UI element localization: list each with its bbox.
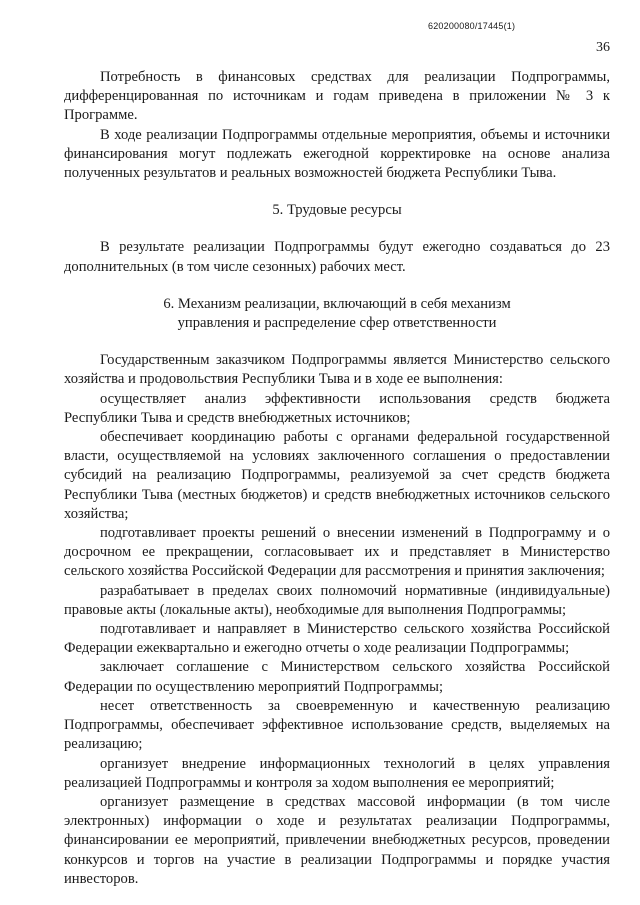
list-item: обеспечивает координацию работы с органами федеральной государственной власти, осуществляемой на условиях заключенного соглашения о предоставлении субсидий на реализацию Подпрограммы, реализуемой за счет средств бюджета Республики Тыва (местных бюджетов) и средств внебюджетных источников сельского хозяйства;: [64, 429, 610, 522]
list-item: несет ответственность за своевременную и качественную реализацию Подпрограммы, обеспечивает эффективное использование средств, выделяемых на реализацию;: [64, 697, 610, 753]
list-item: разрабатывает в пределах своих полномочий нормативные (индивидуальные) правовые акты (локальные акты), необходимые для выполнения Подпрограммы;: [64, 582, 610, 618]
list-item: осуществляет анализ эффективности использования средств бюджета Республики Тыва и средств внебюджетных источников;: [64, 390, 610, 426]
section-6-intro: Государственным заказчиком Подпрограммы является Министерство сельского хозяйства и продовольствия Республики Тыва и в ходе ее выполнения:: [64, 352, 610, 388]
list-item: заключает соглашение с Министерством сельского хозяйства Российской Федерации по осуществлению мероприятий Подпрограммы;: [64, 659, 610, 695]
paragraph-adjustment: В ходе реализации Подпрограммы отдельные мероприятия, объемы и источники финансирования могут подлежать ежегодной корректировке на основе анализа полученных результатов и реальных возможностей бюджета Республики Тыва.: [64, 126, 610, 182]
list-item: подготавливает проекты решений о внесении изменений в Подпрограмму и о досрочном ее прекращении, согласовывает их и представляет в Министерство сельского хозяйства Российской Федерации для рассмотрения и принятия заключения;: [64, 525, 610, 580]
section-6-title: [64, 295, 610, 333]
paragraph-financing: Потребность в финансовых средствах для реализации Подпрограммы, дифференцированная по источникам и годам приведена в приложении № 3 к Программе.: [64, 69, 610, 124]
document-body: [64, 68, 610, 889]
list-item: организует размещение в средствах массовой информации (в том числе электронных) информации о ходе и результатах реализации Подпрограммы, финансировании ее мероприятий, привлечении внебюджетных ресурсов, проведении конкурсов и торгов на участие в реализации Подпрограммы и порядке участия инвесторов.: [64, 793, 610, 887]
list-item: организует внедрение информационных технологий в целях управления реализацией Подпрограммы и контроля за ходом выполнения ее мероприятий;: [64, 755, 610, 791]
document-number: 620200080/17445(1): [428, 21, 516, 31]
section-5-text: В результате реализации Подпрограммы будут ежегодно создаваться до 23 дополнительных (в том числе сезонных) рабочих мест.: [64, 239, 610, 275]
section-6-title-line1: 6. Механизм реализации, включающий в себя механизм: [163, 295, 511, 312]
section-6-title-line2: управления и распределение сфер ответственности: [177, 315, 497, 332]
section-5-title: 5. Трудовые ресурсы: [272, 202, 402, 219]
list-item: подготавливает и направляет в Министерство сельского хозяйства Российской Федерации ежеквартально и ежегодно отчеты о ходе реализации Подпрограммы;: [64, 621, 610, 657]
page-number: 36: [596, 40, 610, 55]
